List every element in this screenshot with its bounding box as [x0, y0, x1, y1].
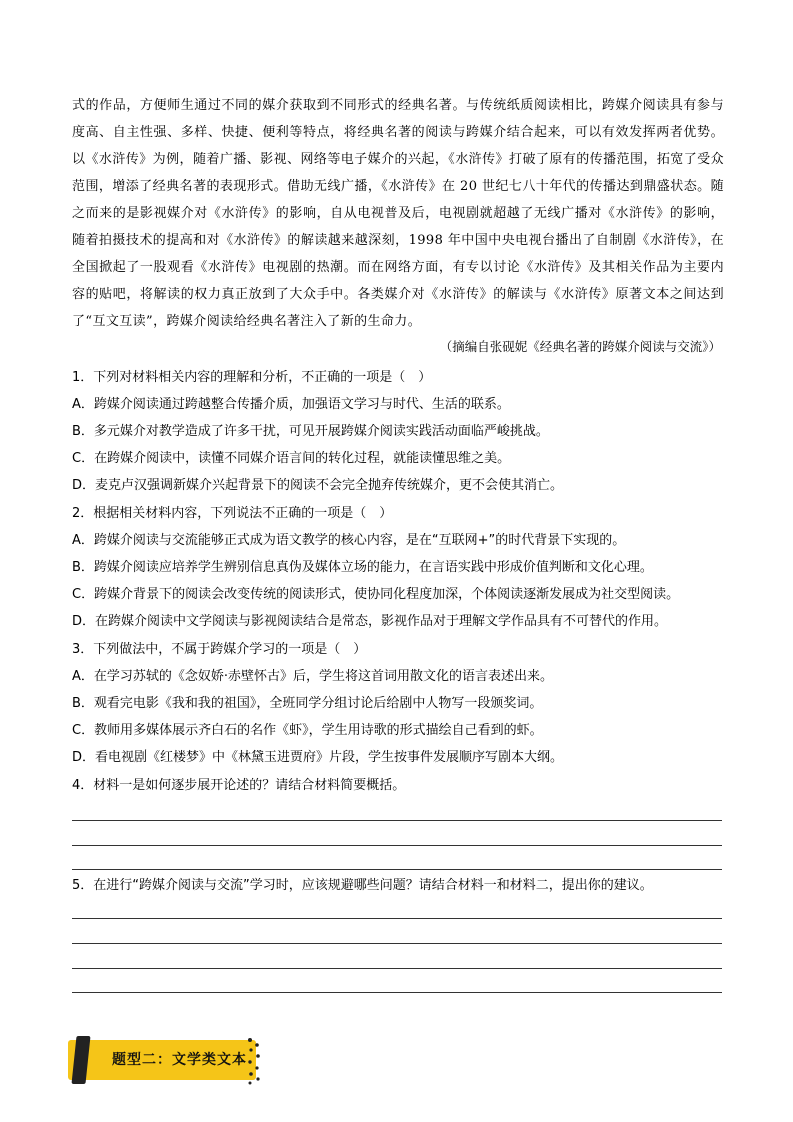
question-4 — [72, 772, 732, 799]
question-1-option-c: C．在跨媒介阅读中，读懂不同媒介语言间的转化过程，就能读懂思维之美。 — [72, 451, 511, 466]
question-1 — [72, 364, 732, 499]
question-5-stem: 5．在进行“跨媒介阅读与交流”学习时，应该规避哪些问题？请结合材料一和材料二，提出你的建议。 — [72, 878, 653, 893]
section-heading-label: 题型二：文学类文本 — [112, 1052, 247, 1068]
question-3-stem: 3．下列做法中，不属于跨媒介学习的一项是（ ） — [72, 642, 367, 657]
question-2-option-d: D．在跨媒介阅读中文学阅读与影视阅读结合是常态，影视作品对于理解文学作品具有不可替代的作用。 — [72, 614, 668, 629]
question-2-option-a: A．跨媒介阅读与交流能够正式成为语文教学的核心内容，是在“互联网+”的时代背景下实现的。 — [72, 533, 626, 548]
answer-line[interactable] — [72, 943, 722, 944]
question-2-option-b: B．跨媒介阅读应培养学生辨别信息真伪及媒体立场的能力，在言语实践中形成价值判断和文化心理。 — [72, 560, 653, 575]
question-3-option-a: A．在学习苏轼的《念奴娇·赤壁怀古》后，学生将这首词用散文化的语言表述出来。 — [72, 669, 554, 684]
question-2-stem: 2．根据相关材料内容，下列说法不正确的一项是（ ） — [72, 506, 393, 521]
question-1-option-b: B．多元媒介对教学造成了许多干扰，可见开展跨媒介阅读实践活动面临严峻挑战。 — [72, 424, 549, 439]
dotted-edge-decoration-icon — [246, 1036, 262, 1086]
answer-line[interactable] — [72, 992, 722, 993]
question-1-stem: 1．下列对材料相关内容的理解和分析，不正确的一项是（ ） — [72, 370, 432, 385]
passage-paragraph: 式的作品，方便师生通过不同的媒介获取到不同形式的经典名著。与传统纸质阅读相比，跨媒介阅读具有参与度高、自主性强、多样、快捷、便利等特点，将经典名著的阅读与跨媒介结合起来，可以有效发挥两者优势。以《水浒传》为例，随着广播、影视、网络等电子媒介的兴起，《水浒传》打破了原有的传播范围，拓宽了受众范围，增添了经典名著的表现形式。借助无线广播，《水浒传》在 20 世纪七八十年代的传播达到鼎盛状态。随之而来的是影视媒介对《水浒传》的影响，自从电视普及后，电视剧就超越了无线广播对《水浒传》的影响，随着拍摄技术的提高和对《水浒传》的解读越来越深刻，1998 年中国中央电视台播出了自制剧《水浒传》，在全国掀起了一股观看《水浒传》电视剧的热潮。而在网络方面，有专以讨论《水浒传》及其相关作品为主要内容的贴吧，将解读的权力真正放到了大众手中。各类媒介对《水浒传》的解读与《水浒传》原著文本之间达到了“互文互读”，跨媒介阅读给经典名著注入了新的生命力。 — [72, 98, 724, 329]
question-5 — [72, 872, 732, 899]
answer-line[interactable] — [72, 869, 722, 870]
question-2 — [72, 500, 732, 635]
question-1-option-d: D．麦克卢汉强调新媒介兴起背景下的阅读不会完全抛弃传统媒介，更不会使其消亡。 — [72, 478, 564, 493]
passage-source: （摘编自张砚妮《经典名著的跨媒介阅读与交流》） — [439, 339, 721, 354]
question-1-option-a: A．跨媒介阅读通过跨越整合传播介质，加强语文学习与时代、生活的联系。 — [72, 397, 510, 412]
question-3-option-b: B．观看完电影《我和我的祖国》，全班同学分组讨论后给剧中人物写一段颁奖词。 — [72, 696, 543, 711]
answer-line[interactable] — [72, 845, 722, 846]
reading-passage — [72, 92, 724, 335]
question-3 — [72, 636, 732, 771]
answer-line[interactable] — [72, 968, 722, 969]
question-2-option-c: C．跨媒介背景下的阅读会改变传统的阅读形式，使协同化程度加深，个体阅读逐渐发展成为社交型阅读。 — [72, 587, 680, 602]
question-3-option-c: C．教师用多媒体展示齐白石的名作《虾》，学生用诗歌的形式描绘自己看到的虾。 — [72, 723, 543, 738]
section-heading — [68, 1036, 264, 1086]
question-3-option-d: D．看电视剧《红楼梦》中《林黛玉进贾府》片段，学生按事件发展顺序写剧本大纲。 — [72, 750, 564, 765]
question-4-stem: 4．材料一是如何逐步展开论述的？请结合材料简要概括。 — [72, 778, 406, 793]
answer-line[interactable] — [72, 820, 722, 821]
answer-line[interactable] — [72, 918, 722, 919]
